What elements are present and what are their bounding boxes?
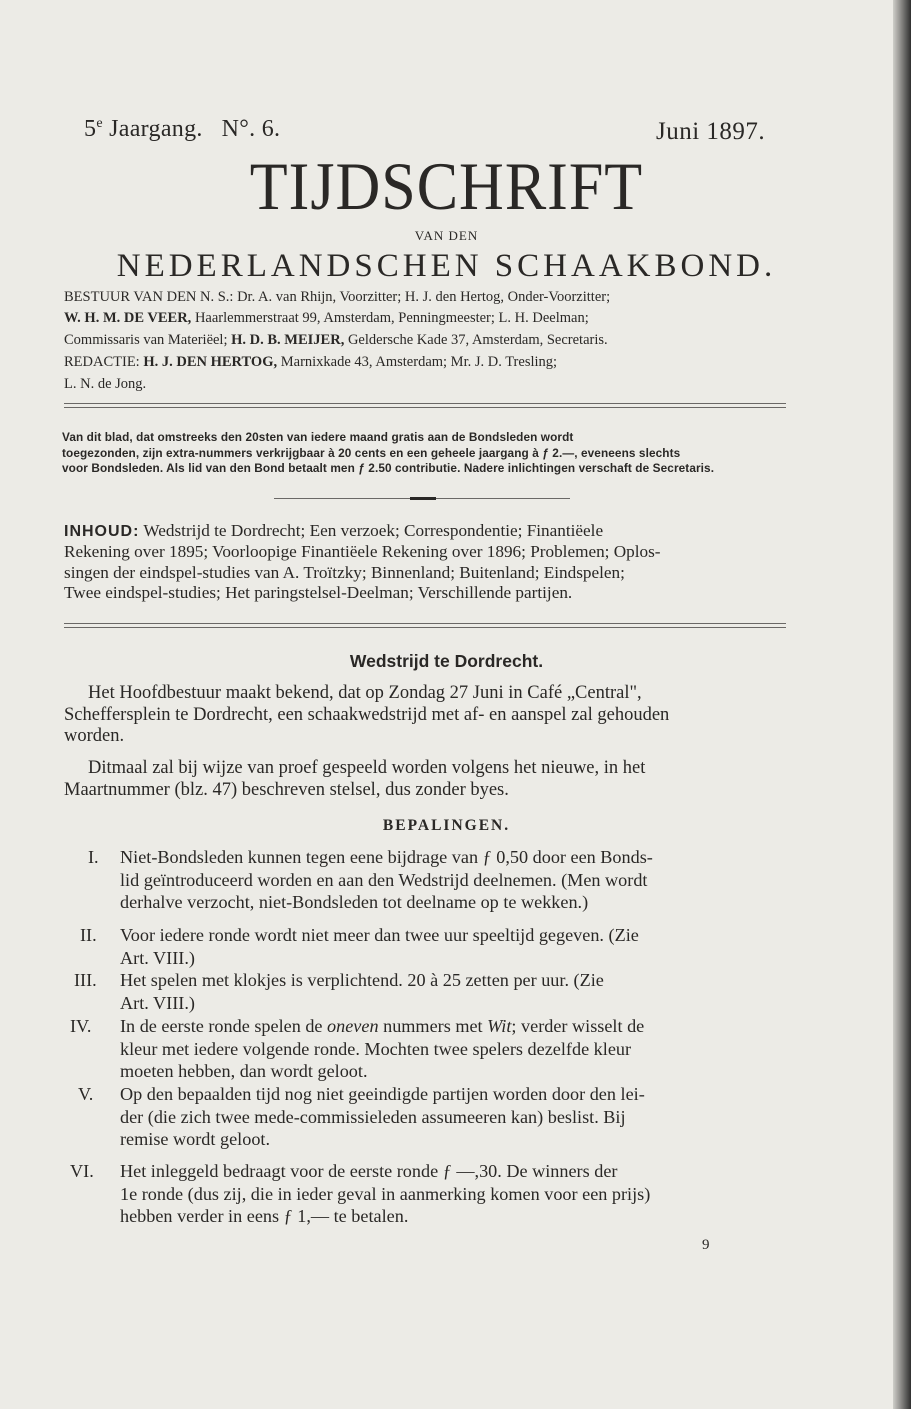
toc-label: INHOUD: (64, 523, 140, 540)
rule-line: Voor iedere ronde wordt niet meer dan twee uur speeltijd gegeven. (Zie (120, 925, 639, 945)
rule-number: III. (74, 970, 97, 990)
rule-line: Art. VIII.) (120, 992, 195, 1013)
paragraph-line: Ditmaal zal bij wijze van proef gespeeld worden volgens het nieuwe, in het (88, 758, 646, 778)
paragraph-line: Het Hoofdbestuur maakt bekend, dat op Zondag 27 Juni in Café „Central", (88, 683, 642, 703)
journal-subtitle-van-den: VAN DEN (414, 228, 479, 243)
paragraph-2 (64, 758, 788, 801)
toc-line (64, 521, 788, 542)
toc-line: Rekening over 1895; Voorloopige Finantiëele Rekening over 1896; Problemen; Oplos- (64, 542, 661, 562)
paragraph-1 (64, 683, 788, 748)
board-line-3 (64, 330, 790, 350)
rule-line: Art. VIII.) (120, 947, 195, 968)
rule-line: remise wordt geloot. (120, 1129, 271, 1149)
journal-title: TIJDSCHRIFT (249, 149, 644, 225)
table-of-contents (64, 521, 788, 604)
rule-line: der (die zich twee mede-commissieleden assumeeren kan) beslist. Bij (120, 1106, 626, 1127)
toc-line: singen der eindspel-studies van A. Troïtzky; Binnenland; Buitenland; Eindspelen; (64, 562, 625, 582)
jaargang-superscript: e (96, 116, 103, 131)
commissaris-label: Commissaris van Materiëel; (64, 332, 232, 348)
rule-number: I. (88, 847, 99, 867)
volume-issue (84, 116, 280, 143)
rule-line (120, 1015, 800, 1038)
rule-line: lid geïntroduceerd worden en aan den Wedstrijd deelnemen. (Men wordt (120, 869, 648, 890)
rule-line: Het inleggeld bedraagt voor de eerste ronde ƒ —,30. De winners der (120, 1161, 618, 1181)
rule-text: ; verder wisselt de (511, 1016, 645, 1036)
notice-line: toegezonden, zijn extra-nummers verkrijgbaar à 20 cents en een geheele jaargang à ƒ 2.—, eveneens slechts (62, 445, 681, 460)
rule-text: nummers met (378, 1016, 488, 1036)
paragraph-line: Maartnummer (blz. 47) beschreven stelsel, dus zonder byes. (64, 779, 509, 800)
rule-line: derhalve verzocht, niet-Bondsleden tot deelname op te wekken.) (120, 892, 589, 912)
divider-top-2 (64, 407, 786, 408)
board-line-2 (64, 308, 790, 328)
rule-number: IV. (70, 1016, 92, 1036)
rule-line: Niet-Bondsleden kunnen tegen eene bijdrage van ƒ 0,50 door een Bonds- (120, 847, 653, 867)
rule-number: V. (78, 1084, 94, 1104)
secretary-address: Geldersche Kade 37, Amsterdam, Secretaris. (344, 332, 608, 348)
rule-emphasis: Wit (487, 1016, 512, 1036)
secretary-name: H. D. B. MEIJER, (231, 332, 345, 348)
rule-text: In de eerste ronde spelen de (120, 1016, 328, 1036)
bepalingen-heading: BEPALINGEN. (382, 817, 511, 834)
issue-date: Juni 1897. (656, 118, 766, 145)
page-number: 9 (702, 1237, 710, 1253)
treasurer-name: W. H. M. DE VEER, (64, 310, 192, 326)
toc-text: Wedstrijd te Dordrecht; Een verzoek; Correspondentie; Finantiëele (139, 521, 604, 540)
divider-bottom-2 (64, 627, 786, 628)
rule-line: Het spelen met klokjes is verplichtend. 20 à 25 zetten per uur. (Zie (120, 970, 604, 990)
rule-line: 1e ronde (dus zij, die in ieder geval in aanmerking komen voor een prijs) (120, 1183, 651, 1204)
page-edge (893, 0, 911, 1409)
treasurer-address: Haarlemmerstraat 99, Amsterdam, Penningmeester; L. H. Deelman; (191, 310, 589, 326)
toc-line: Twee eindspel-studies; Het paringstelsel-Deelman; Verschillende partijen. (64, 583, 573, 603)
jaargang-number: 5 (84, 116, 97, 142)
divider-bottom-1 (64, 623, 786, 624)
section-title: Wedstrijd te Dordrecht. (349, 651, 544, 671)
board-line-5: L. N. de Jong. (64, 376, 147, 392)
editor-name: H. J. DEN HERTOG, (143, 354, 278, 370)
paragraph-line: worden. (64, 726, 125, 747)
divider-top-1 (64, 403, 786, 404)
rule-emphasis: oneven (327, 1016, 379, 1036)
jaargang-label: Jaargang. (102, 116, 203, 142)
paragraph-line: Scheffersplein te Dordrecht, een schaakwedstrijd met af- en aanspel zal gehouden (64, 704, 670, 725)
issue-number: N°. 6. (221, 116, 281, 142)
redactie-label: REDACTIE: (64, 354, 144, 370)
divider-mid-ornament (410, 497, 436, 500)
rule-line: Op den bepaalden tijd nog niet geeindigde partijen worden door den lei- (120, 1084, 645, 1104)
rule-line: hebben verder in eens ƒ 1,— te betalen. (120, 1206, 409, 1226)
rule-line: moeten hebben, dan wordt geloot. (120, 1061, 368, 1081)
rule-number: VI. (70, 1161, 94, 1181)
board-line-4 (64, 352, 790, 372)
journal-subtitle-bond: NEDERLANDSCHEN SCHAAKBOND. (116, 248, 777, 284)
editor-address: Marnixkade 43, Amsterdam; Mr. J. D. Tresling; (277, 354, 558, 370)
board-line-1: BESTUUR VAN DEN N. S.: Dr. A. van Rhijn, Voorzitter; H. J. den Hertog, Onder-Voorzitter; (64, 289, 611, 305)
notice-line: voor Bondsleden. Als lid van den Bond betaalt men ƒ 2.50 contributie. Nadere inlichtingen verschaft de Secretaris. (62, 461, 715, 476)
rule-line: kleur met iedere volgende ronde. Mochten twee spelers dezelfde kleur (120, 1038, 632, 1059)
rule-number: II. (80, 925, 97, 945)
notice-line: Van dit blad, dat omstreeks den 20sten van iedere maand gratis aan de Bondsleden wordt (62, 430, 574, 444)
subscription-notice (62, 430, 788, 477)
